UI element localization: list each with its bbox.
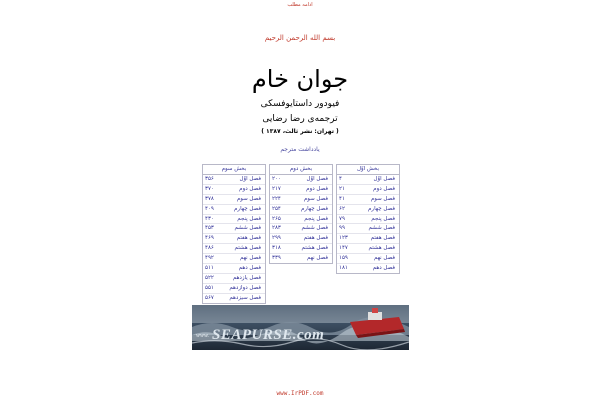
chapter-page: ۳۷۸: [205, 195, 214, 202]
chapter-name: فصل پنجم: [237, 215, 261, 222]
chapter-name: فصل هفتم: [303, 235, 328, 242]
toc-row[interactable]: [270, 224, 332, 234]
chapter-page: ۱۲۳: [339, 235, 348, 242]
chapter-name: فصل سوم: [236, 195, 261, 202]
chapter-name: فصل هشتم: [234, 245, 261, 252]
chapter-page: ۲۸۳: [272, 225, 281, 232]
toc-row[interactable]: [337, 205, 399, 215]
toc-row[interactable]: [270, 185, 332, 195]
chapter-page: ۴۸۶: [205, 245, 214, 252]
chapter-page: ۱۵۹: [339, 255, 348, 262]
chapter-page: ۴۶۹: [205, 235, 214, 242]
chapter-name: فصل نهم: [306, 255, 328, 262]
toc-row[interactable]: [270, 215, 332, 225]
toc-row[interactable]: [203, 195, 265, 205]
chapter-page: ۲۵۴: [272, 205, 281, 212]
toc-row[interactable]: [203, 294, 265, 303]
chapter-page: ۴۵۳: [205, 225, 214, 232]
toc-row[interactable]: [203, 185, 265, 195]
toc-row[interactable]: [203, 244, 265, 254]
chapter-page: ۴۰۹: [205, 205, 214, 212]
chapter-name: فصل نهم: [373, 255, 395, 262]
chapter-page: ۳۵۶: [205, 176, 214, 182]
toc-part-3-title: بخش سوم: [203, 165, 265, 175]
toc-row[interactable]: [337, 234, 399, 244]
chapter-page: ۳۱۸: [272, 245, 281, 252]
toc-row[interactable]: [337, 195, 399, 205]
chapter-page: ۱۴۷: [339, 245, 348, 252]
toc-row[interactable]: [337, 224, 399, 234]
toc-row[interactable]: [270, 195, 332, 205]
chapter-name: فصل هفتم: [370, 235, 395, 242]
chapter-name: فصل نهم: [239, 255, 261, 262]
chapter-name: فصل هشتم: [301, 245, 328, 252]
toc-row[interactable]: [337, 215, 399, 225]
banner-text: SEAPURSE.com: [212, 327, 325, 343]
toc-part-2: [269, 164, 333, 264]
chapter-name: فصل یازدهم: [232, 274, 261, 281]
chapter-name: فصل اوّل: [373, 176, 395, 182]
toc-row[interactable]: [270, 175, 332, 185]
toc-row[interactable]: [203, 284, 265, 294]
translator-name: ترجمه‌ی رضا رضایی: [262, 114, 338, 124]
chapter-name: فصل سوم: [370, 195, 395, 202]
toc-part-3: [202, 164, 266, 304]
chapter-page: ۵۶۷: [205, 294, 214, 301]
chapter-page: ۲۱۷: [272, 185, 281, 192]
chapter-page: ۶۲: [339, 205, 345, 212]
chapter-name: فصل ششم: [234, 225, 261, 232]
toc-row[interactable]: [337, 175, 399, 185]
chapter-page: ۴: [339, 176, 342, 182]
chapter-name: فصل سوم: [303, 195, 328, 202]
toc-row[interactable]: [203, 215, 265, 225]
chapter-name: فصل هشتم: [368, 245, 395, 252]
toc-row[interactable]: [203, 274, 265, 284]
toc-row[interactable]: [203, 205, 265, 215]
toc-row[interactable]: [270, 205, 332, 215]
toc-row[interactable]: [203, 254, 265, 264]
chapter-name: فصل دهم: [238, 265, 261, 272]
toc-row[interactable]: [270, 254, 332, 263]
chapter-name: فصل دهم: [372, 265, 395, 272]
translator-note-link[interactable]: یادداشت مترجم: [280, 146, 320, 153]
chapter-name: فصل دوازدهم: [229, 284, 261, 291]
toc-row[interactable]: [203, 264, 265, 274]
chapter-name: فصل اوّل: [306, 176, 328, 182]
chapter-name: فصل چهارم: [368, 205, 395, 212]
chapter-name: فصل هفتم: [236, 235, 261, 242]
chapter-name: فصل پنجم: [304, 215, 328, 222]
seapurse-banner[interactable]: [192, 305, 409, 350]
chapter-name: فصل اوّل: [239, 176, 261, 182]
chapter-page: ۵۲۲: [205, 274, 214, 281]
toc-part-1-title: بخش اوّل: [337, 165, 399, 175]
toc-row[interactable]: [270, 244, 332, 254]
chapter-page: ۴۳۰: [205, 215, 214, 222]
toc-part-1: [336, 164, 400, 274]
chapter-page: ۲۰۰: [272, 176, 281, 182]
chapter-page: ۲۱: [339, 185, 345, 192]
toc-row[interactable]: [203, 175, 265, 185]
chapter-page: ۲۹۹: [272, 235, 281, 242]
banner-prefix: www.: [196, 333, 210, 339]
toc-row[interactable]: [337, 185, 399, 195]
toc-row[interactable]: [337, 264, 399, 273]
chapter-name: فصل ششم: [301, 225, 328, 232]
chapter-name: فصل دوم: [373, 185, 395, 192]
book-title: جوان خام: [251, 65, 349, 93]
chapter-name: فصل چهارم: [301, 205, 328, 212]
basmala-text: بسم الله الرحمن الرحیم: [264, 34, 336, 42]
chapter-name: فصل پنجم: [371, 215, 395, 222]
footer-site-link[interactable]: www.IrPDF.com: [276, 390, 324, 397]
chapter-page: ۴۱: [339, 195, 345, 202]
chapter-name: فصل چهارم: [234, 205, 261, 212]
chapter-page: ۱۸۱: [339, 265, 348, 272]
toc-row[interactable]: [203, 234, 265, 244]
chapter-page: ۳۷۰: [205, 185, 214, 192]
chapter-page: ۵۱۱: [205, 265, 214, 272]
chapter-name: فصل دوم: [239, 185, 261, 192]
chapter-page: ۲۶۵: [272, 215, 281, 222]
chapter-page: ۵۵۱: [205, 284, 214, 291]
chapter-page: ۲۲۴: [272, 195, 281, 202]
chapter-name: فصل سیزدهم: [229, 294, 261, 301]
chapter-page: ۷۹: [339, 215, 345, 222]
author-name: فیودور داستایوفسکی: [260, 99, 340, 109]
chapter-name: فصل دوم: [306, 185, 328, 192]
chapter-page: ۴۹۲: [205, 255, 214, 262]
toc-row[interactable]: [270, 234, 332, 244]
chapter-page: ۹۹: [339, 225, 345, 232]
toc-row[interactable]: [337, 244, 399, 254]
toc-row[interactable]: [337, 254, 399, 264]
chapter-name: فصل ششم: [368, 225, 395, 232]
toc-part-2-title: بخش دوم: [270, 165, 332, 175]
publisher-info: ( تهران: نشر ثالث، ۱۳۸۷ ): [261, 128, 339, 135]
toc-row[interactable]: [203, 224, 265, 234]
chapter-page: ۳۳۹: [272, 255, 281, 262]
top-link[interactable]: ادامه مطلب: [287, 2, 313, 8]
